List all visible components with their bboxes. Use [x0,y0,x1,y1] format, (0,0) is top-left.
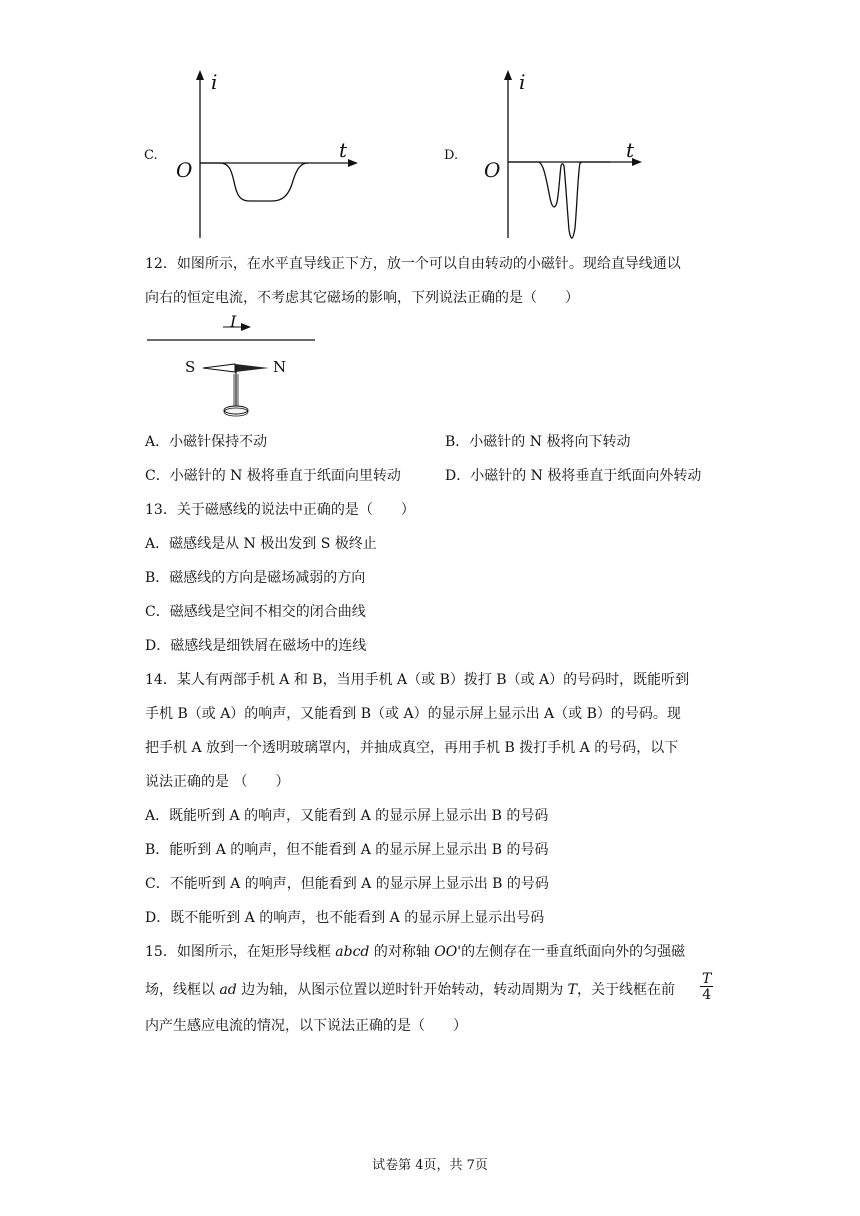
needle-north-half [235,364,269,372]
origin-label: O [484,158,501,182]
q14-option-c[interactable]: C．不能听到 A 的响声，但能看到 A 的显示屏上显示出 B 的号码 [145,876,549,892]
y-axis-label: i [211,70,218,94]
frame-label-abcd: abcd [335,944,370,960]
q14-stem-line3: 把手机 A 放到一个透明玻璃罩内，并抽成真空，再用手机 B 拨打手机 A 的号码，以下 [145,740,679,756]
x-axis-arrow [348,159,358,167]
x-axis-label: t [626,138,635,162]
y-axis-label: i [519,70,526,94]
q14-option-b[interactable]: B．能听到 A 的响声，但不能看到 A 的显示屏上显示出 B 的号码 [145,842,549,858]
q13-stem: 13．关于磁感线的说法中正确的是（ ） [145,502,415,518]
north-pole-label: N [273,358,287,376]
current-label: I [230,312,237,331]
q15-stem-line1: 15．如图所示，在矩形导线框 abcd 的对称轴 OO'的左侧存在一垂直纸面向外的匀强磁 [145,944,686,960]
q15-stem-line3: 内产生感应电流的情况，以下说法正确的是（ ） [145,1018,467,1034]
option-c-label: C. [144,148,158,163]
wire-and-needle-drawing [145,316,320,420]
y-axis-arrow [196,70,204,80]
period-label-t: T [567,982,578,998]
q13-option-b[interactable]: B．磁感线的方向是磁场减弱的方向 [145,570,366,586]
edge-label-ad: ad [219,982,237,998]
x-axis-label: t [339,138,348,162]
q12-stem-line1: 12．如图所示，在水平直导线正下方，放一个可以自由转动的小磁针。现给直导线通以 [145,256,681,272]
q13-option-a[interactable]: A．磁感线是从 N 极出发到 S 极终止 [145,536,377,552]
q15-stem-line2: 场，线框以 ad 边为轴，从图示位置以逆时针开始转动，转动周期为 T，关于线框在前 [145,982,676,998]
option-d-graph [440,66,670,242]
q12-option-d[interactable]: D．小磁针的 N 极将垂直于纸面向外转动 [445,468,702,484]
origin-label: O [176,158,193,182]
south-pole-label: S [185,358,196,376]
q14-stem-line1: 14．某人有两部手机 A 和 B，当用手机 A（或 B）拨打 B（或 A）的号码时，既能听到 [145,672,690,688]
option-d-label: D. [444,148,459,163]
q12-option-c[interactable]: C．小磁针的 N 极将垂直于纸面向里转动 [145,468,401,484]
page-footer: 试卷第 4页，共 7页 [372,1158,488,1173]
q12-stem-line2: 向右的恒定电流，不考虑其它磁场的影响，下列说法正确的是（ ） [145,290,579,306]
needle-stand-base [224,406,248,414]
q13-option-d[interactable]: D．磁感线是细铁屑在磁场中的连线 [145,638,367,654]
current-curve-c [200,163,308,201]
current-time-graph-c [140,66,370,242]
axis-label-oo: OO' [434,944,462,960]
y-axis-arrow [504,70,512,80]
q12-option-b[interactable]: B．小磁针的 N 极将向下转动 [445,434,631,450]
q14-stem-line2: 手机 B（或 A）的响声，又能看到 B（或 A）的显示屏上显示出 A（或 B）的号码。现 [145,706,681,722]
q13-option-c[interactable]: C．磁感线是空间不相交的闭合曲线 [145,604,366,620]
compass-wire-figure [145,312,320,420]
current-time-graph-d [440,66,670,242]
needle-south-half [203,364,235,372]
q12-option-a[interactable]: A．小磁针保持不动 [145,434,268,450]
current-curve-d [508,162,610,238]
option-c-graph [140,66,370,242]
q14-stem-line4: 说法正确的是 （ ） [145,774,290,790]
q14-option-d[interactable]: D．既不能听到 A 的响声，也不能看到 A 的显示屏上显示出号码 [145,910,545,926]
q14-option-a[interactable]: A．既能听到 A 的响声，又能看到 A 的显示屏上显示出 B 的号码 [145,808,549,824]
quarter-period-fraction: $\frac{T}{4}$ [702,971,712,1003]
